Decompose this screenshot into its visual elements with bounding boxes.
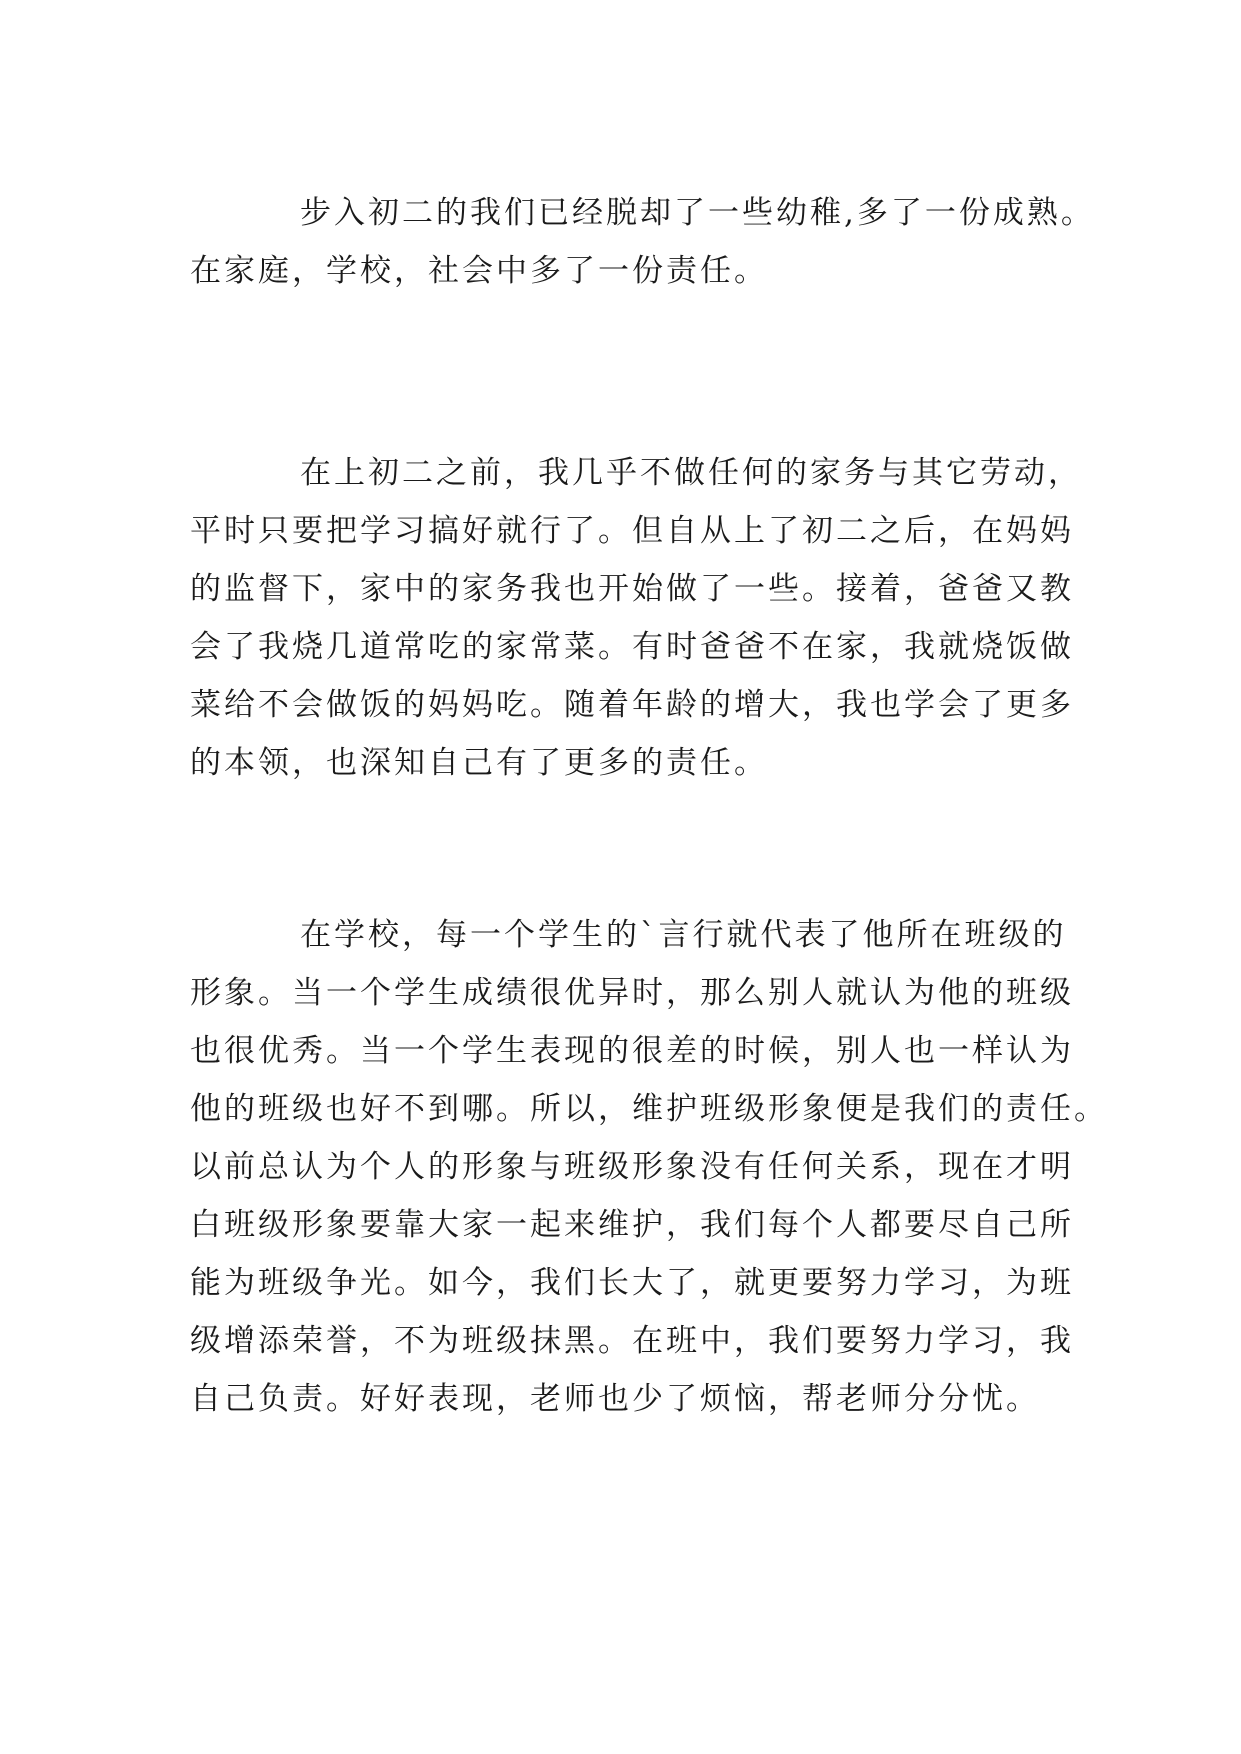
paragraph-line: 白班级形象要靠大家一起来维护，我们每个人都要尽自己所 (190, 1207, 1074, 1243)
paragraph-line: 会了我烧几道常吃的家常菜。有时爸爸不在家，我就烧饭做 (190, 629, 1074, 665)
paragraph-line: 以前总认为个人的形象与班级形象没有任何关系，现在才明 (190, 1149, 1074, 1185)
paragraph-line: 也很优秀。当一个学生表现的很差的时候，别人也一样认为 (190, 1033, 1074, 1069)
paragraph-line: 在家庭，学校，社会中多了一份责任。 (190, 253, 768, 289)
paragraph-line: 平时只要把学习搞好就行了。但自从上了初二之后，在妈妈 (190, 513, 1074, 549)
paragraph-line: 能为班级争光。如今，我们长大了，就更要努力学习，为班 (190, 1265, 1074, 1301)
paragraph-line: 形象。当一个学生成绩很优异时，那么别人就认为他的班级 (190, 975, 1074, 1011)
paragraph-2 (190, 444, 1082, 792)
paragraph-line: 步入初二的我们已经脱却了一些幼稚,多了一份成熟。 (300, 195, 1095, 231)
paragraph-line: 在学校，每一个学生的`言行就代表了他所在班级的 (300, 917, 1067, 953)
paragraph-line: 的监督下，家中的家务我也开始做了一些。接着，爸爸又教 (190, 571, 1074, 607)
paragraph-1 (190, 184, 1095, 300)
paragraph-line: 的本领，也深知自己有了更多的责任。 (190, 745, 768, 781)
paragraph-line: 在上初二之前，我几乎不做任何的家务与其它劳动， (300, 455, 1082, 491)
paragraph-line: 级增添荣誉，不为班级抹黑。在班中，我们要努力学习，我 (190, 1323, 1074, 1359)
paragraph-line: 自己负责。好好表现，老师也少了烦恼，帮老师分分忧。 (190, 1381, 1040, 1417)
paragraph-line: 他的班级也好不到哪。所以，维护班级形象便是我们的责任。 (190, 1091, 1108, 1127)
paragraph-line: 菜给不会做饭的妈妈吃。随着年龄的增大，我也学会了更多 (190, 687, 1074, 723)
paragraph-3 (190, 906, 1108, 1428)
